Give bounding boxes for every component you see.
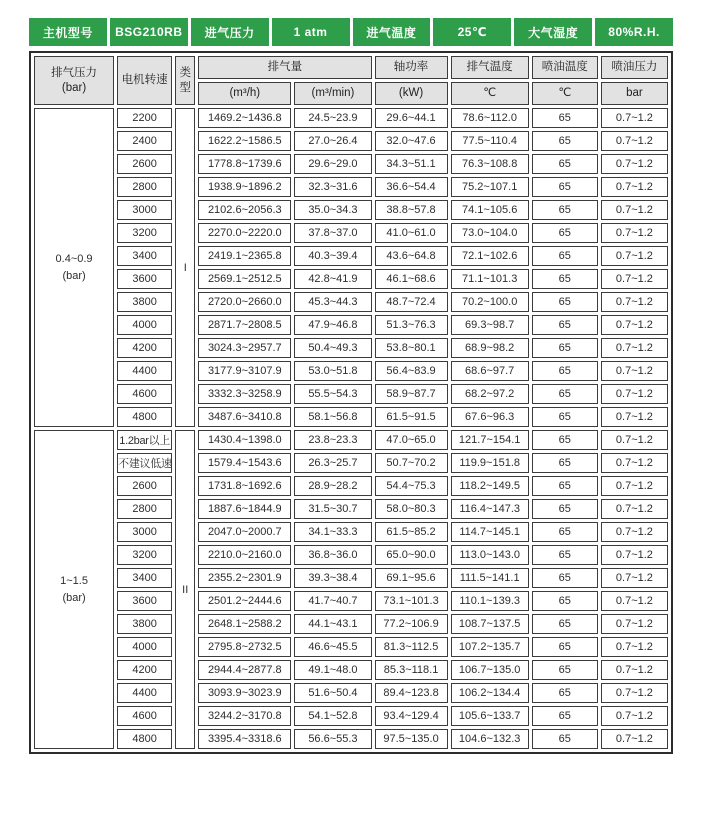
shaft-power-cell: 61.5~85.2 (375, 522, 448, 542)
speed-cell: 3600 (117, 269, 172, 289)
discharge-temp-cell: 78.6~112.0 (451, 108, 529, 128)
oil-temp-cell: 65 (532, 223, 598, 243)
ambient-humidity-label: 大气湿度 (514, 18, 592, 46)
oil-pressure-cell: 0.7~1.2 (601, 407, 668, 427)
flow-min-cell: 42.8~41.9 (294, 269, 371, 289)
oil-temp-cell: 65 (532, 384, 598, 404)
discharge-temp-cell: 119.9~151.8 (451, 453, 529, 473)
oil-temp-cell: 65 (532, 361, 598, 381)
flow-h-cell: 1887.6~1844.9 (198, 499, 291, 519)
col-unit-flow-min: (m³/min) (294, 82, 371, 105)
type-cell: I (175, 108, 195, 427)
speed-cell: 2800 (117, 177, 172, 197)
speed-cell: 4000 (117, 637, 172, 657)
flow-h-cell: 3177.9~3107.9 (198, 361, 291, 381)
table-row (34, 361, 668, 381)
flow-h-cell: 1731.8~1692.6 (198, 476, 291, 496)
flow-min-cell: 23.8~23.3 (294, 430, 371, 450)
table-row (34, 499, 668, 519)
speed-cell: 4600 (117, 706, 172, 726)
oil-pressure-cell: 0.7~1.2 (601, 315, 668, 335)
oil-pressure-cell: 0.7~1.2 (601, 476, 668, 496)
oil-pressure-cell: 0.7~1.2 (601, 269, 668, 289)
oil-pressure-cell: 0.7~1.2 (601, 384, 668, 404)
flow-min-cell: 28.9~28.2 (294, 476, 371, 496)
oil-pressure-cell: 0.7~1.2 (601, 706, 668, 726)
discharge-temp-cell: 114.7~145.1 (451, 522, 529, 542)
table-row (34, 407, 668, 427)
flow-h-cell: 2047.0~2000.7 (198, 522, 291, 542)
col-header-motor-speed: 电机转速 (117, 56, 172, 105)
flow-h-cell: 3395.4~3318.6 (198, 729, 291, 749)
flow-h-cell: 1778.8~1739.6 (198, 154, 291, 174)
oil-pressure-cell: 0.7~1.2 (601, 660, 668, 680)
discharge-temp-cell: 110.1~139.3 (451, 591, 529, 611)
flow-min-cell: 45.3~44.3 (294, 292, 371, 312)
discharge-temp-cell: 111.5~141.1 (451, 568, 529, 588)
flow-min-cell: 31.5~30.7 (294, 499, 371, 519)
speed-cell: 3600 (117, 591, 172, 611)
oil-temp-cell: 65 (532, 453, 598, 473)
table-row (34, 338, 668, 358)
oil-pressure-cell: 0.7~1.2 (601, 568, 668, 588)
col-unit-discharge-temp: ℃ (451, 82, 529, 105)
discharge-temp-cell: 106.7~135.0 (451, 660, 529, 680)
table-row (34, 706, 668, 726)
shaft-power-cell: 36.6~54.4 (375, 177, 448, 197)
flow-min-cell: 47.9~46.8 (294, 315, 371, 335)
oil-pressure-cell: 0.7~1.2 (601, 545, 668, 565)
flow-h-cell: 1430.4~1398.0 (198, 430, 291, 450)
oil-temp-cell: 65 (532, 269, 598, 289)
table-row (34, 269, 668, 289)
discharge-temp-cell: 74.1~105.6 (451, 200, 529, 220)
flow-h-cell: 2871.7~2808.5 (198, 315, 291, 335)
discharge-temp-cell: 76.3~108.8 (451, 154, 529, 174)
flow-min-cell: 29.6~29.0 (294, 154, 371, 174)
ambient-humidity-value: 80%R.H. (595, 18, 673, 46)
discharge-temp-cell: 113.0~143.0 (451, 545, 529, 565)
oil-pressure-cell: 0.7~1.2 (601, 246, 668, 266)
speed-cell: 2800 (117, 499, 172, 519)
flow-min-cell: 53.0~51.8 (294, 361, 371, 381)
speed-cell: 4600 (117, 384, 172, 404)
flow-h-cell: 2648.1~2588.2 (198, 614, 291, 634)
flow-min-cell: 26.3~25.7 (294, 453, 371, 473)
table-row (34, 292, 668, 312)
col-header-flow: 排气量 (198, 56, 371, 79)
col-unit-shaft-power: (kW) (375, 82, 448, 105)
inlet-pressure-value: 1 atm (272, 18, 350, 46)
oil-pressure-cell: 0.7~1.2 (601, 637, 668, 657)
flow-min-cell: 58.1~56.8 (294, 407, 371, 427)
speed-cell: 3200 (117, 223, 172, 243)
speed-cell: 2600 (117, 476, 172, 496)
discharge-temp-cell: 68.6~97.7 (451, 361, 529, 381)
flow-h-cell: 1579.4~1543.6 (198, 453, 291, 473)
flow-h-cell: 2720.0~2660.0 (198, 292, 291, 312)
flow-min-cell: 56.6~55.3 (294, 729, 371, 749)
oil-temp-cell: 65 (532, 591, 598, 611)
oil-temp-cell: 65 (532, 545, 598, 565)
shaft-power-cell: 51.3~76.3 (375, 315, 448, 335)
table-row (34, 315, 668, 335)
speed-cell: 3400 (117, 568, 172, 588)
performance-spec-table (29, 51, 673, 754)
flow-min-cell: 55.5~54.3 (294, 384, 371, 404)
main-model-label: 主机型号 (29, 18, 107, 46)
flow-min-cell: 24.5~23.9 (294, 108, 371, 128)
shaft-power-cell: 50.7~70.2 (375, 453, 448, 473)
speed-cell: 4000 (117, 315, 172, 335)
oil-temp-cell: 65 (532, 430, 598, 450)
flow-min-cell: 51.6~50.4 (294, 683, 371, 703)
flow-h-cell: 2569.1~2512.5 (198, 269, 291, 289)
shaft-power-cell: 61.5~91.5 (375, 407, 448, 427)
oil-pressure-cell: 0.7~1.2 (601, 430, 668, 450)
oil-temp-cell: 65 (532, 200, 598, 220)
discharge-temp-cell: 68.2~97.2 (451, 384, 529, 404)
col-unit-oil-temp: ℃ (532, 82, 598, 105)
speed-cell: 2600 (117, 154, 172, 174)
flow-h-cell: 3093.9~3023.9 (198, 683, 291, 703)
discharge-temp-cell: 121.7~154.1 (451, 430, 529, 450)
shaft-power-cell: 34.3~51.1 (375, 154, 448, 174)
flow-min-cell: 40.3~39.4 (294, 246, 371, 266)
oil-temp-cell: 65 (532, 131, 598, 151)
flow-h-cell: 2501.2~2444.6 (198, 591, 291, 611)
pressure-range-cell: 0.4~0.9 (bar) (34, 108, 114, 427)
flow-h-cell: 2270.0~2220.0 (198, 223, 291, 243)
oil-pressure-cell: 0.7~1.2 (601, 361, 668, 381)
discharge-temp-cell: 105.6~133.7 (451, 706, 529, 726)
oil-temp-cell: 65 (532, 108, 598, 128)
speed-cell: 2400 (117, 131, 172, 151)
shaft-power-cell: 32.0~47.6 (375, 131, 448, 151)
oil-temp-cell: 65 (532, 476, 598, 496)
shaft-power-cell: 97.5~135.0 (375, 729, 448, 749)
spec-table-head (34, 56, 668, 105)
speed-cell: 4400 (117, 361, 172, 381)
oil-temp-cell: 65 (532, 729, 598, 749)
shaft-power-cell: 93.4~129.4 (375, 706, 448, 726)
table-row (34, 660, 668, 680)
shaft-power-cell: 77.2~106.9 (375, 614, 448, 634)
flow-min-cell: 41.7~40.7 (294, 591, 371, 611)
main-model-value: BSG210RB (110, 18, 188, 46)
flow-h-cell: 2355.2~2301.9 (198, 568, 291, 588)
oil-pressure-cell: 0.7~1.2 (601, 108, 668, 128)
speed-cell: 4400 (117, 683, 172, 703)
oil-pressure-cell: 0.7~1.2 (601, 154, 668, 174)
flow-min-cell: 35.0~34.3 (294, 200, 371, 220)
inlet-pressure-label: 进气压力 (191, 18, 269, 46)
oil-temp-cell: 65 (532, 315, 598, 335)
oil-temp-cell: 65 (532, 522, 598, 542)
flow-h-cell: 2795.8~2732.5 (198, 637, 291, 657)
oil-temp-cell: 65 (532, 499, 598, 519)
flow-h-cell: 2210.0~2160.0 (198, 545, 291, 565)
shaft-power-cell: 85.3~118.1 (375, 660, 448, 680)
discharge-temp-cell: 106.2~134.4 (451, 683, 529, 703)
oil-temp-cell: 65 (532, 683, 598, 703)
discharge-temp-cell: 72.1~102.6 (451, 246, 529, 266)
shaft-power-cell: 58.0~80.3 (375, 499, 448, 519)
table-row (34, 430, 668, 450)
speed-cell: 3800 (117, 614, 172, 634)
oil-temp-cell: 65 (532, 154, 598, 174)
flow-min-cell: 36.8~36.0 (294, 545, 371, 565)
shaft-power-cell: 46.1~68.6 (375, 269, 448, 289)
col-header-shaft-power: 轴功率 (375, 56, 448, 79)
oil-temp-cell: 65 (532, 660, 598, 680)
shaft-power-cell: 58.9~87.7 (375, 384, 448, 404)
flow-h-cell: 1622.2~1586.5 (198, 131, 291, 151)
oil-temp-cell: 65 (532, 637, 598, 657)
oil-temp-cell: 65 (532, 706, 598, 726)
discharge-temp-cell: 108.7~137.5 (451, 614, 529, 634)
oil-temp-cell: 65 (532, 407, 598, 427)
inlet-temp-label: 进气温度 (353, 18, 431, 46)
oil-pressure-cell: 0.7~1.2 (601, 223, 668, 243)
spec-table-body (34, 108, 668, 749)
table-row (34, 545, 668, 565)
oil-pressure-cell: 0.7~1.2 (601, 499, 668, 519)
flow-min-cell: 50.4~49.3 (294, 338, 371, 358)
shaft-power-cell: 38.8~57.8 (375, 200, 448, 220)
discharge-temp-cell: 70.2~100.0 (451, 292, 529, 312)
type-char-1: 类 (179, 67, 191, 80)
discharge-temp-cell: 107.2~135.7 (451, 637, 529, 657)
speed-cell: 3400 (117, 246, 172, 266)
flow-min-cell: 37.8~37.0 (294, 223, 371, 243)
oil-pressure-cell: 0.7~1.2 (601, 200, 668, 220)
shaft-power-cell: 56.4~83.9 (375, 361, 448, 381)
spec-summary-header (29, 18, 673, 46)
oil-pressure-cell: 0.7~1.2 (601, 522, 668, 542)
flow-h-cell: 2419.1~2365.8 (198, 246, 291, 266)
discharge-temp-cell: 69.3~98.7 (451, 315, 529, 335)
speed-cell: 3200 (117, 545, 172, 565)
shaft-power-cell: 48.7~72.4 (375, 292, 448, 312)
oil-pressure-cell: 0.7~1.2 (601, 131, 668, 151)
table-row (34, 614, 668, 634)
oil-pressure-cell: 0.7~1.2 (601, 729, 668, 749)
table-row (34, 384, 668, 404)
table-row (34, 476, 668, 496)
speed-cell: 4200 (117, 338, 172, 358)
col-unit-oil-pressure: bar (601, 82, 668, 105)
table-row (34, 131, 668, 151)
speed-cell: 3000 (117, 522, 172, 542)
oil-temp-cell: 65 (532, 614, 598, 634)
speed-cell: 1.2bar以上 (117, 430, 172, 450)
flow-h-cell: 1469.2~1436.8 (198, 108, 291, 128)
speed-cell: 不建议低速 (117, 453, 172, 473)
table-row (34, 453, 668, 473)
col-header-oil-pressure: 喷油压力 (601, 56, 668, 79)
oil-temp-cell: 65 (532, 338, 598, 358)
oil-temp-cell: 65 (532, 246, 598, 266)
discharge-temp-cell: 67.6~96.3 (451, 407, 529, 427)
table-row (34, 177, 668, 197)
oil-pressure-cell: 0.7~1.2 (601, 614, 668, 634)
shaft-power-cell: 47.0~65.0 (375, 430, 448, 450)
col-header-discharge-temp: 排气温度 (451, 56, 529, 79)
flow-h-cell: 3332.3~3258.9 (198, 384, 291, 404)
oil-pressure-cell: 0.7~1.2 (601, 683, 668, 703)
flow-h-cell: 3024.3~2957.7 (198, 338, 291, 358)
table-row (34, 200, 668, 220)
speed-cell: 3000 (117, 200, 172, 220)
oil-pressure-cell: 0.7~1.2 (601, 453, 668, 473)
pressure-range-cell: 1~1.5 (bar) (34, 430, 114, 749)
flow-h-cell: 3244.2~3170.8 (198, 706, 291, 726)
discharge-temp-cell: 73.0~104.0 (451, 223, 529, 243)
shaft-power-cell: 41.0~61.0 (375, 223, 448, 243)
shaft-power-cell: 69.1~95.6 (375, 568, 448, 588)
shaft-power-cell: 29.6~44.1 (375, 108, 448, 128)
table-row (34, 729, 668, 749)
shaft-power-cell: 89.4~123.8 (375, 683, 448, 703)
discharge-temp-cell: 104.6~132.3 (451, 729, 529, 749)
type-cell: II (175, 430, 195, 749)
flow-min-cell: 46.6~45.5 (294, 637, 371, 657)
oil-pressure-cell: 0.7~1.2 (601, 591, 668, 611)
discharge-temp-cell: 71.1~101.3 (451, 269, 529, 289)
flow-min-cell: 32.3~31.6 (294, 177, 371, 197)
discharge-temp-cell: 118.2~149.5 (451, 476, 529, 496)
speed-cell: 4800 (117, 407, 172, 427)
shaft-power-cell: 73.1~101.3 (375, 591, 448, 611)
speed-cell: 2200 (117, 108, 172, 128)
flow-min-cell: 44.1~43.1 (294, 614, 371, 634)
discharge-temp-cell: 116.4~147.3 (451, 499, 529, 519)
discharge-temp-cell: 77.5~110.4 (451, 131, 529, 151)
flow-min-cell: 27.0~26.4 (294, 131, 371, 151)
col-header-type (175, 56, 195, 105)
table-row (34, 154, 668, 174)
flow-min-cell: 54.1~52.8 (294, 706, 371, 726)
col-unit-flow-h: (m³/h) (198, 82, 291, 105)
oil-temp-cell: 65 (532, 177, 598, 197)
table-row (34, 246, 668, 266)
type-char-2: 型 (179, 81, 191, 94)
shaft-power-cell: 53.8~80.1 (375, 338, 448, 358)
oil-pressure-cell: 0.7~1.2 (601, 292, 668, 312)
table-row (34, 522, 668, 542)
table-row (34, 568, 668, 588)
table-row (34, 108, 668, 128)
col-header-oil-temp: 喷油温度 (532, 56, 598, 79)
flow-min-cell: 49.1~48.0 (294, 660, 371, 680)
oil-temp-cell: 65 (532, 292, 598, 312)
shaft-power-cell: 43.6~64.8 (375, 246, 448, 266)
flow-h-cell: 2102.6~2056.3 (198, 200, 291, 220)
discharge-pressure-label: 排气压力 (51, 67, 98, 80)
speed-cell: 4800 (117, 729, 172, 749)
shaft-power-cell: 65.0~90.0 (375, 545, 448, 565)
discharge-temp-cell: 68.9~98.2 (451, 338, 529, 358)
speed-cell: 3800 (117, 292, 172, 312)
oil-temp-cell: 65 (532, 568, 598, 588)
inlet-temp-value: 25℃ (433, 18, 511, 46)
discharge-pressure-unit: (bar) (61, 81, 87, 94)
shaft-power-cell: 81.3~112.5 (375, 637, 448, 657)
table-row (34, 637, 668, 657)
table-row (34, 683, 668, 703)
table-row (34, 591, 668, 611)
discharge-temp-cell: 75.2~107.1 (451, 177, 529, 197)
flow-h-cell: 2944.4~2877.8 (198, 660, 291, 680)
flow-h-cell: 3487.6~3410.8 (198, 407, 291, 427)
oil-pressure-cell: 0.7~1.2 (601, 338, 668, 358)
flow-min-cell: 39.3~38.4 (294, 568, 371, 588)
oil-pressure-cell: 0.7~1.2 (601, 177, 668, 197)
table-row (34, 223, 668, 243)
speed-cell: 4200 (117, 660, 172, 680)
flow-min-cell: 34.1~33.3 (294, 522, 371, 542)
shaft-power-cell: 54.4~75.3 (375, 476, 448, 496)
flow-h-cell: 1938.9~1896.2 (198, 177, 291, 197)
col-header-discharge-pressure (34, 56, 114, 105)
